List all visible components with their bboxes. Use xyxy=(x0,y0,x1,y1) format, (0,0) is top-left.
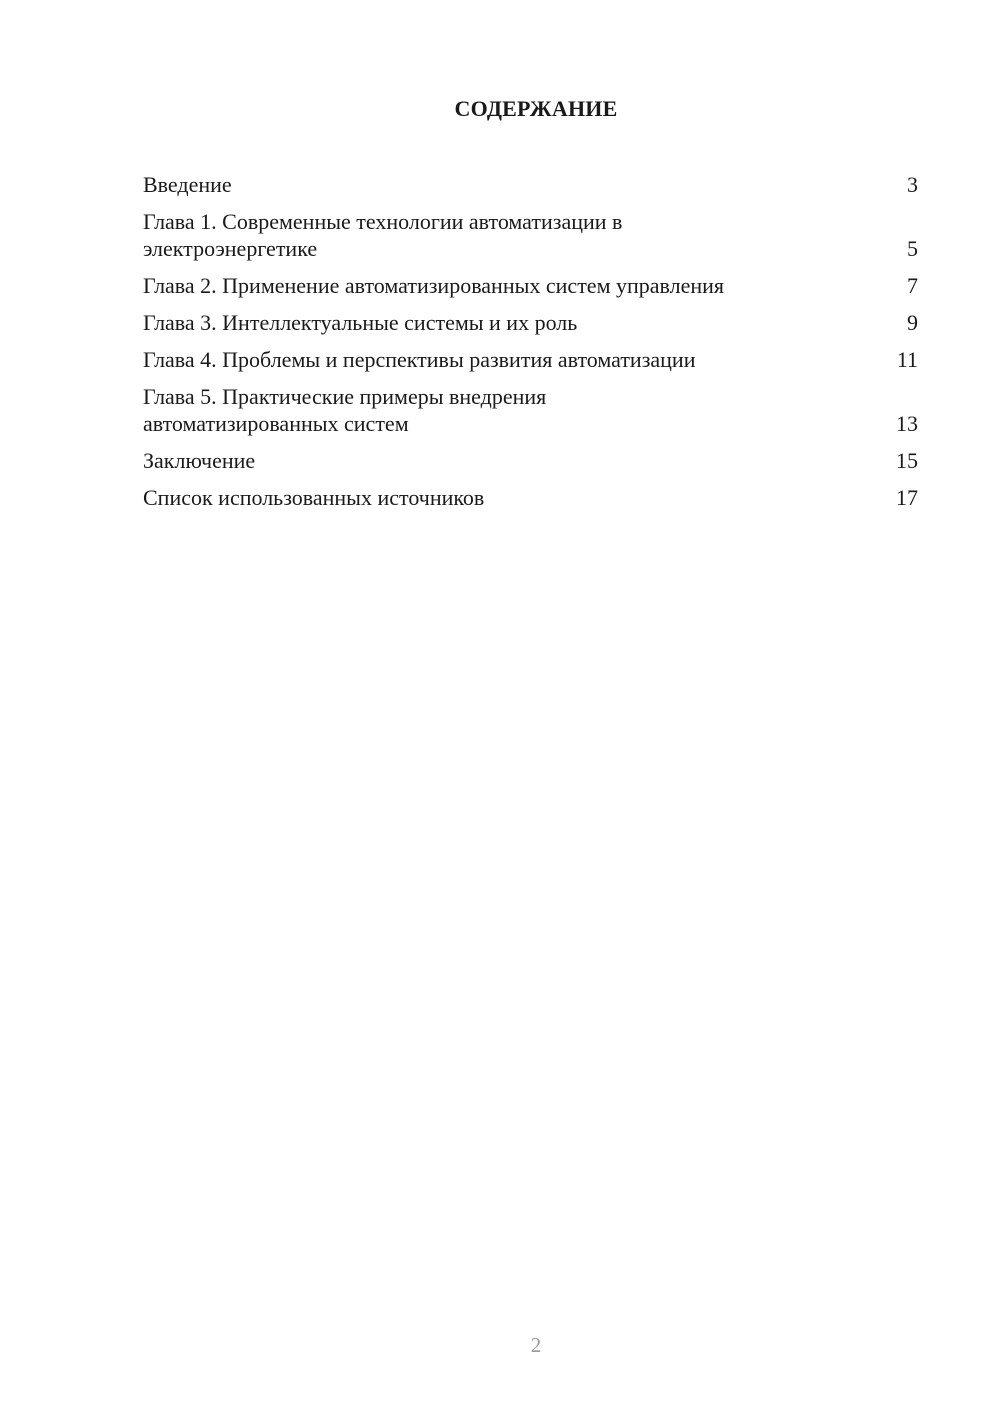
toc-entry-title-line: автоматизированных систем xyxy=(143,411,409,436)
toc-entry-title-line: Заключение xyxy=(143,448,256,473)
toc-entry-references xyxy=(143,484,920,511)
toc-entry-page: 15 xyxy=(896,448,918,473)
toc-entry-page: 11 xyxy=(896,347,918,372)
toc-entry-chapter-2 xyxy=(143,272,920,299)
toc-entry-chapter-1 xyxy=(143,208,920,262)
toc-entry-title-line: Глава 2. Применение автоматизированных систем управления xyxy=(143,273,725,298)
toc-entry-page: 13 xyxy=(896,411,918,436)
toc-entry-chapter-4 xyxy=(143,346,920,373)
toc-entry-conclusion xyxy=(143,447,920,474)
toc-entry-title-line: Глава 3. Интеллектуальные системы и их роль xyxy=(143,310,578,335)
toc-entry-page: 9 xyxy=(907,310,918,335)
toc-heading: СОДЕРЖАНИЕ xyxy=(454,96,618,121)
toc-entry-title-line: электроэнергетике xyxy=(143,236,318,261)
toc-entry-title xyxy=(143,484,484,511)
toc-entry-title xyxy=(143,346,695,373)
toc-entry-page: 3 xyxy=(907,172,918,197)
toc-entry-title-line: Глава 4. Проблемы и перспективы развития автоматизации xyxy=(143,347,696,372)
toc-entry-title xyxy=(143,309,577,336)
toc-entry-title xyxy=(143,208,622,262)
page-number: 2 xyxy=(530,1333,542,1357)
toc-entry-title-line: Глава 5. Практические примеры внедрения xyxy=(143,384,547,409)
toc-entry-introduction xyxy=(143,171,920,198)
toc-entry-page: 5 xyxy=(907,236,918,261)
toc-entry-chapter-3 xyxy=(143,309,920,336)
toc-entry-title-line: Введение xyxy=(143,172,232,197)
toc-entry-page: 17 xyxy=(896,485,918,510)
toc-entry-title xyxy=(143,171,232,198)
toc-entry-chapter-5 xyxy=(143,383,920,437)
toc-entry-title xyxy=(143,383,546,437)
table-of-contents xyxy=(143,171,920,521)
toc-entry-page: 7 xyxy=(907,273,918,298)
toc-entry-title xyxy=(143,272,724,299)
toc-entry-title-line: Список использованных источников xyxy=(143,485,485,510)
toc-entry-title-line: Глава 1. Современные технологии автоматизации в xyxy=(143,209,623,234)
toc-entry-title xyxy=(143,447,255,474)
